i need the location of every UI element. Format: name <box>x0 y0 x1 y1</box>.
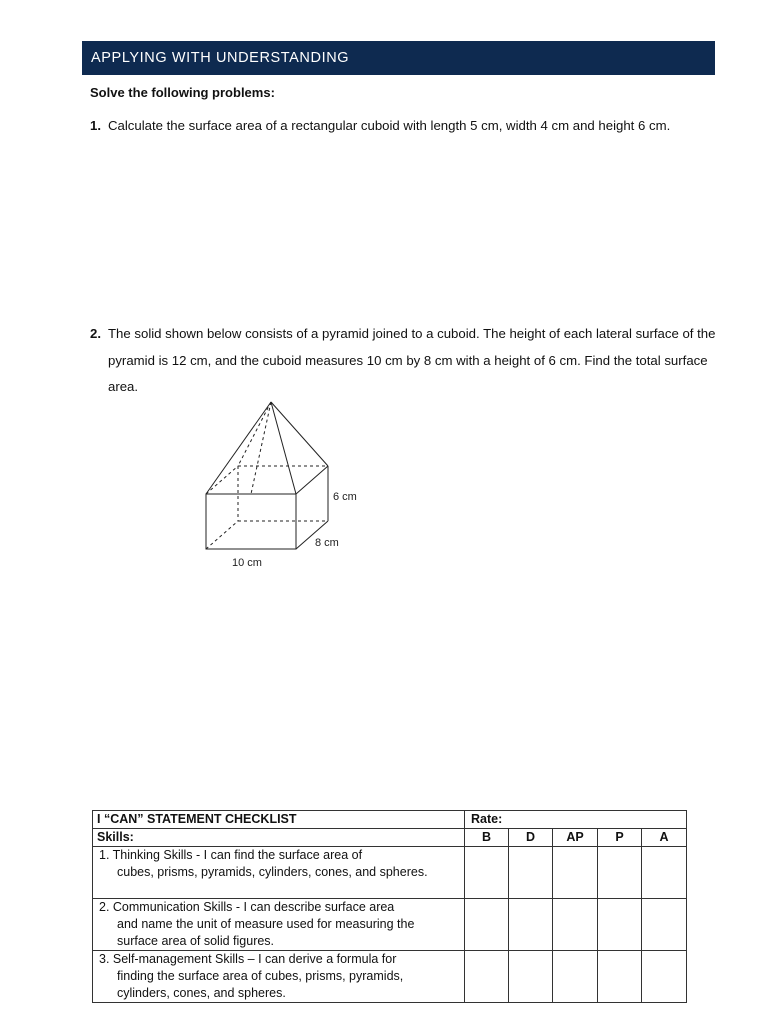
checklist-header-row <box>93 829 687 847</box>
label-width: 8 cm <box>315 537 339 549</box>
rate-label: Rate: <box>465 811 687 829</box>
skill-self-management-desc: finding the surface area of cubes, prisms, pyramids, cylinders, cones, and spheres. <box>117 969 404 1000</box>
cuboid-top-right-edge <box>296 466 328 494</box>
rating-cell[interactable] <box>465 951 509 1003</box>
rating-cell[interactable] <box>553 847 598 899</box>
rate-col-d: D <box>509 829 553 847</box>
rating-cell[interactable] <box>509 847 553 899</box>
hidden-bottom-left-edge <box>206 521 238 549</box>
instruction-heading: Solve the following problems: <box>90 85 275 100</box>
skill-communication-title: 2. Communication Skills - I can describe surface area <box>99 900 395 914</box>
problem-1-number: 1. <box>90 118 101 133</box>
rating-cell[interactable] <box>642 847 687 899</box>
rating-cell[interactable] <box>598 847 642 899</box>
rating-cell[interactable] <box>553 899 598 951</box>
checklist-title-row <box>93 811 687 829</box>
skill-communication <box>93 899 465 951</box>
skill-thinking-desc: cubes, prisms, pyramids, cylinders, cones, and spheres. <box>117 865 428 879</box>
problem-1-text: Calculate the surface area of a rectangular cuboid with length 5 cm, width 4 cm and height 6 cm. <box>108 118 671 133</box>
pyramid-cuboid-figure <box>196 396 376 576</box>
rating-cell[interactable] <box>465 847 509 899</box>
problem-2-text: The solid shown below consists of a pyramid joined to a cuboid. The height of each lateral surface of the pyramid is 12 cm, and the cuboid measures 10 cm by 8 cm with a height of 6 cm. Find the total surface area. <box>108 326 716 394</box>
label-height: 6 cm <box>333 491 357 503</box>
section-title: APPLYING WITH UNDERSTANDING <box>91 50 350 66</box>
section-banner <box>82 41 715 75</box>
skill-thinking <box>93 847 465 899</box>
problem-2-number: 2. <box>90 326 101 341</box>
table-row <box>93 899 687 951</box>
rate-col-b: B <box>465 829 509 847</box>
rate-col-a: A <box>642 829 687 847</box>
rating-cell[interactable] <box>509 899 553 951</box>
rate-col-ap: AP <box>553 829 598 847</box>
problem-1 <box>90 117 720 134</box>
rating-cell[interactable] <box>509 951 553 1003</box>
skill-self-management <box>93 951 465 1003</box>
rating-cell[interactable] <box>598 951 642 1003</box>
hidden-pyramid-back-edge <box>238 402 271 466</box>
table-row <box>93 951 687 1003</box>
skill-thinking-title: 1. Thinking Skills - I can find the surface area of <box>99 848 363 862</box>
skill-self-management-title: 3. Self-management Skills – I can derive a formula for <box>99 952 397 966</box>
rating-cell[interactable] <box>465 899 509 951</box>
rating-cell[interactable] <box>642 899 687 951</box>
label-length: 10 cm <box>232 557 262 569</box>
rate-col-p: P <box>598 829 642 847</box>
skills-label: Skills: <box>93 829 465 847</box>
rating-cell[interactable] <box>598 899 642 951</box>
table-row <box>93 847 687 899</box>
rating-cell[interactable] <box>642 951 687 1003</box>
can-statement-checklist <box>92 810 687 1003</box>
problem-2 <box>90 321 720 401</box>
checklist-title: I “CAN” STATEMENT CHECKLIST <box>93 811 465 829</box>
skill-communication-desc: and name the unit of measure used for measuring the surface area of solid figures. <box>117 917 415 948</box>
rating-cell[interactable] <box>553 951 598 1003</box>
hidden-back-left-edge <box>206 466 238 494</box>
